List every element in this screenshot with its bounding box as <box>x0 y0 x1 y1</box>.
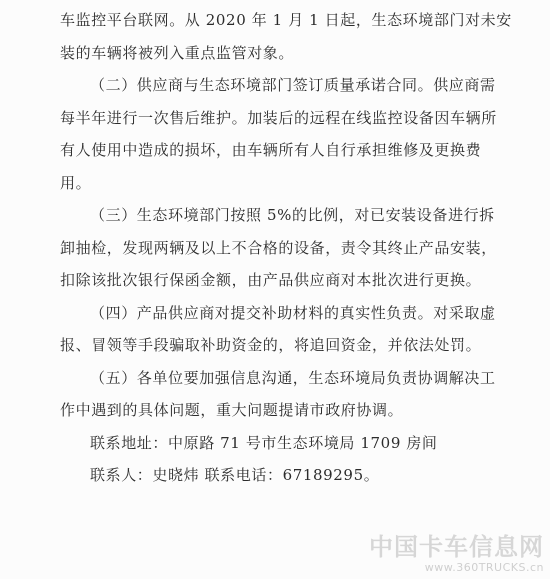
paragraph-line: 用。 <box>60 173 92 192</box>
watermark <box>369 535 544 573</box>
paragraph-line: （二）供应商与生态环境部门签订质量承诺合同。供应商需 <box>90 76 496 94</box>
paragraph-line: 作中遇到的具体问题，重大问题提请市政府协调。 <box>60 401 404 419</box>
document-body <box>60 4 542 492</box>
paragraph-line: 卸抽检，发现两辆及以上不合格的设备，责令其终止产品安装， <box>60 238 497 257</box>
paragraph-line: 有人使用中造成的损坏，由车辆所有人自行承担维修及更换费 <box>60 141 482 159</box>
watermark-url: www.360TRUCKS.cn <box>424 561 544 574</box>
paragraph-line: （四）产品供应商对提交补助材料的真实性负责。对采取虚 <box>90 303 496 322</box>
paragraph-line: 报、冒领等手段骗取补助资金的，将追回资金，并依法处罚。 <box>60 336 482 354</box>
paragraph-line: 扣除该批次银行保函金额，由产品供应商对本批次进行更换。 <box>60 271 482 289</box>
paragraph-line: 装的车辆将被列入重点监管对象。 <box>60 43 295 62</box>
watermark-name: 中国卡车信息网 <box>369 533 544 561</box>
paragraph-line: 车监控平台联网。从 2020 年 1 月 1 日起，生态环境部门对未安 <box>60 11 512 29</box>
contact-address: 联系地址：中原路 71 号市生态环境局 1709 房间 <box>90 433 438 452</box>
paragraph-line: 每半年进行一次售后维护。加装后的远程在线监控设备因车辆所 <box>60 108 497 127</box>
paragraph-line: （三）生态环境部门按照 5%的比例，对已安装设备进行拆 <box>90 206 495 224</box>
paragraph-line: （五）各单位要加强信息沟通，生态环境局负责协调解决工 <box>90 368 496 387</box>
contact-person: 联系人：史晓炜 联系电话：67189295。 <box>90 466 380 484</box>
